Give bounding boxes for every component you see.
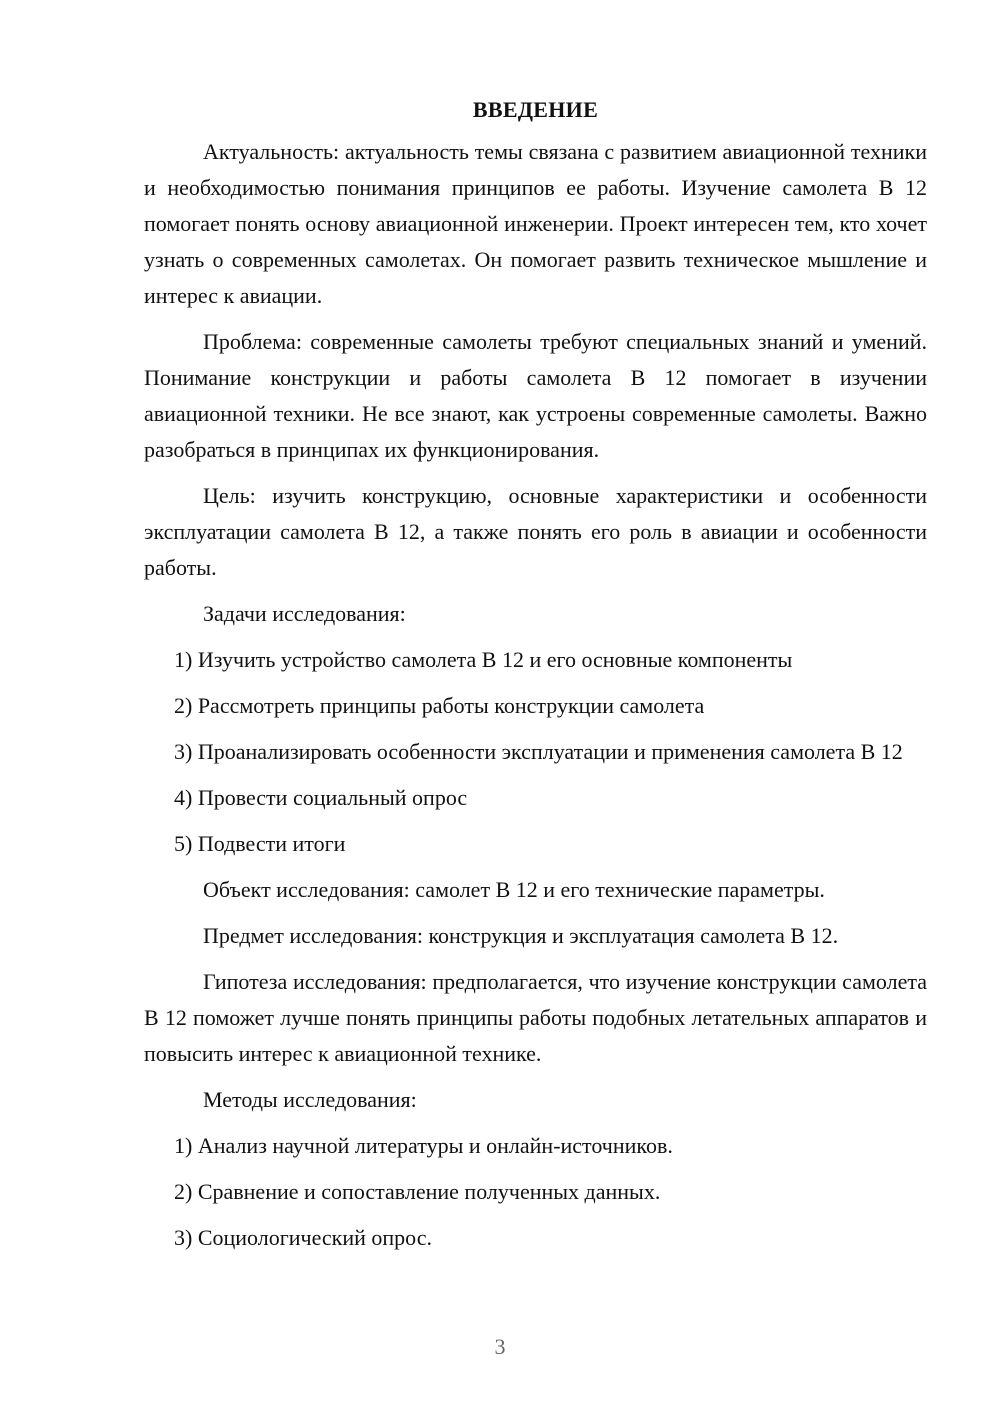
tasks-title: Задачи исследования: xyxy=(203,601,406,626)
task-item: 4) Провести социальный опрос xyxy=(174,785,468,810)
method-item: 2) Сравнение и сопоставление полученных данных. xyxy=(174,1179,661,1204)
page-number: 3 xyxy=(494,1334,506,1359)
method-item: 3) Социологический опрос. xyxy=(174,1225,432,1250)
subject-paragraph: Предмет исследования: конструкция и эксплуатация самолета B 12. xyxy=(203,923,839,948)
task-item: 1) Изучить устройство самолета B 12 и его основные компоненты xyxy=(174,647,793,672)
method-item: 1) Анализ научной литературы и онлайн-источников. xyxy=(174,1133,673,1158)
task-item: 5) Подвести итоги xyxy=(174,831,346,856)
relevance-paragraph: Актуальность: актуальность темы связана с развитием авиационной техники и необходимостью понимания принципов ее работы. Изучение самолета B 12 помогает понять основу авиационной инженерии. Проект интересен тем, кто хочет узнать о современных самолетах. Он помогает развить техническое мышление и интерес к авиации. xyxy=(144,139,927,308)
task-item: 2) Рассмотреть принципы работы конструкции самолета xyxy=(174,693,705,718)
task-item: 3) Проанализировать особенности эксплуатации и применения самолета B 12 xyxy=(174,739,903,764)
object-paragraph: Объект исследования: самолет B 12 и его технические параметры. xyxy=(203,877,825,902)
goal-paragraph: Цель: изучить конструкцию, основные характеристики и особенности эксплуатации самолета B 12, а также понять его роль в авиации и особенности работы. xyxy=(144,483,927,580)
methods-title: Методы исследования: xyxy=(203,1087,417,1112)
document-page xyxy=(144,96,927,1266)
problem-paragraph: Проблема: современные самолеты требуют специальных знаний и умений. Понимание конструкции и работы самолета B 12 помогает в изучении авиационной техники. Не все знают, как устроены современные самолеты. Важно разобраться в принципах их функционирования. xyxy=(144,329,927,462)
hypothesis-paragraph: Гипотеза исследования: предполагается, что изучение конструкции самолета B 12 поможет лучше понять принципы работы подобных летательных аппаратов и повысить интерес к авиационной технике. xyxy=(144,969,927,1066)
section-heading: ВВЕДЕНИЕ xyxy=(472,97,599,122)
